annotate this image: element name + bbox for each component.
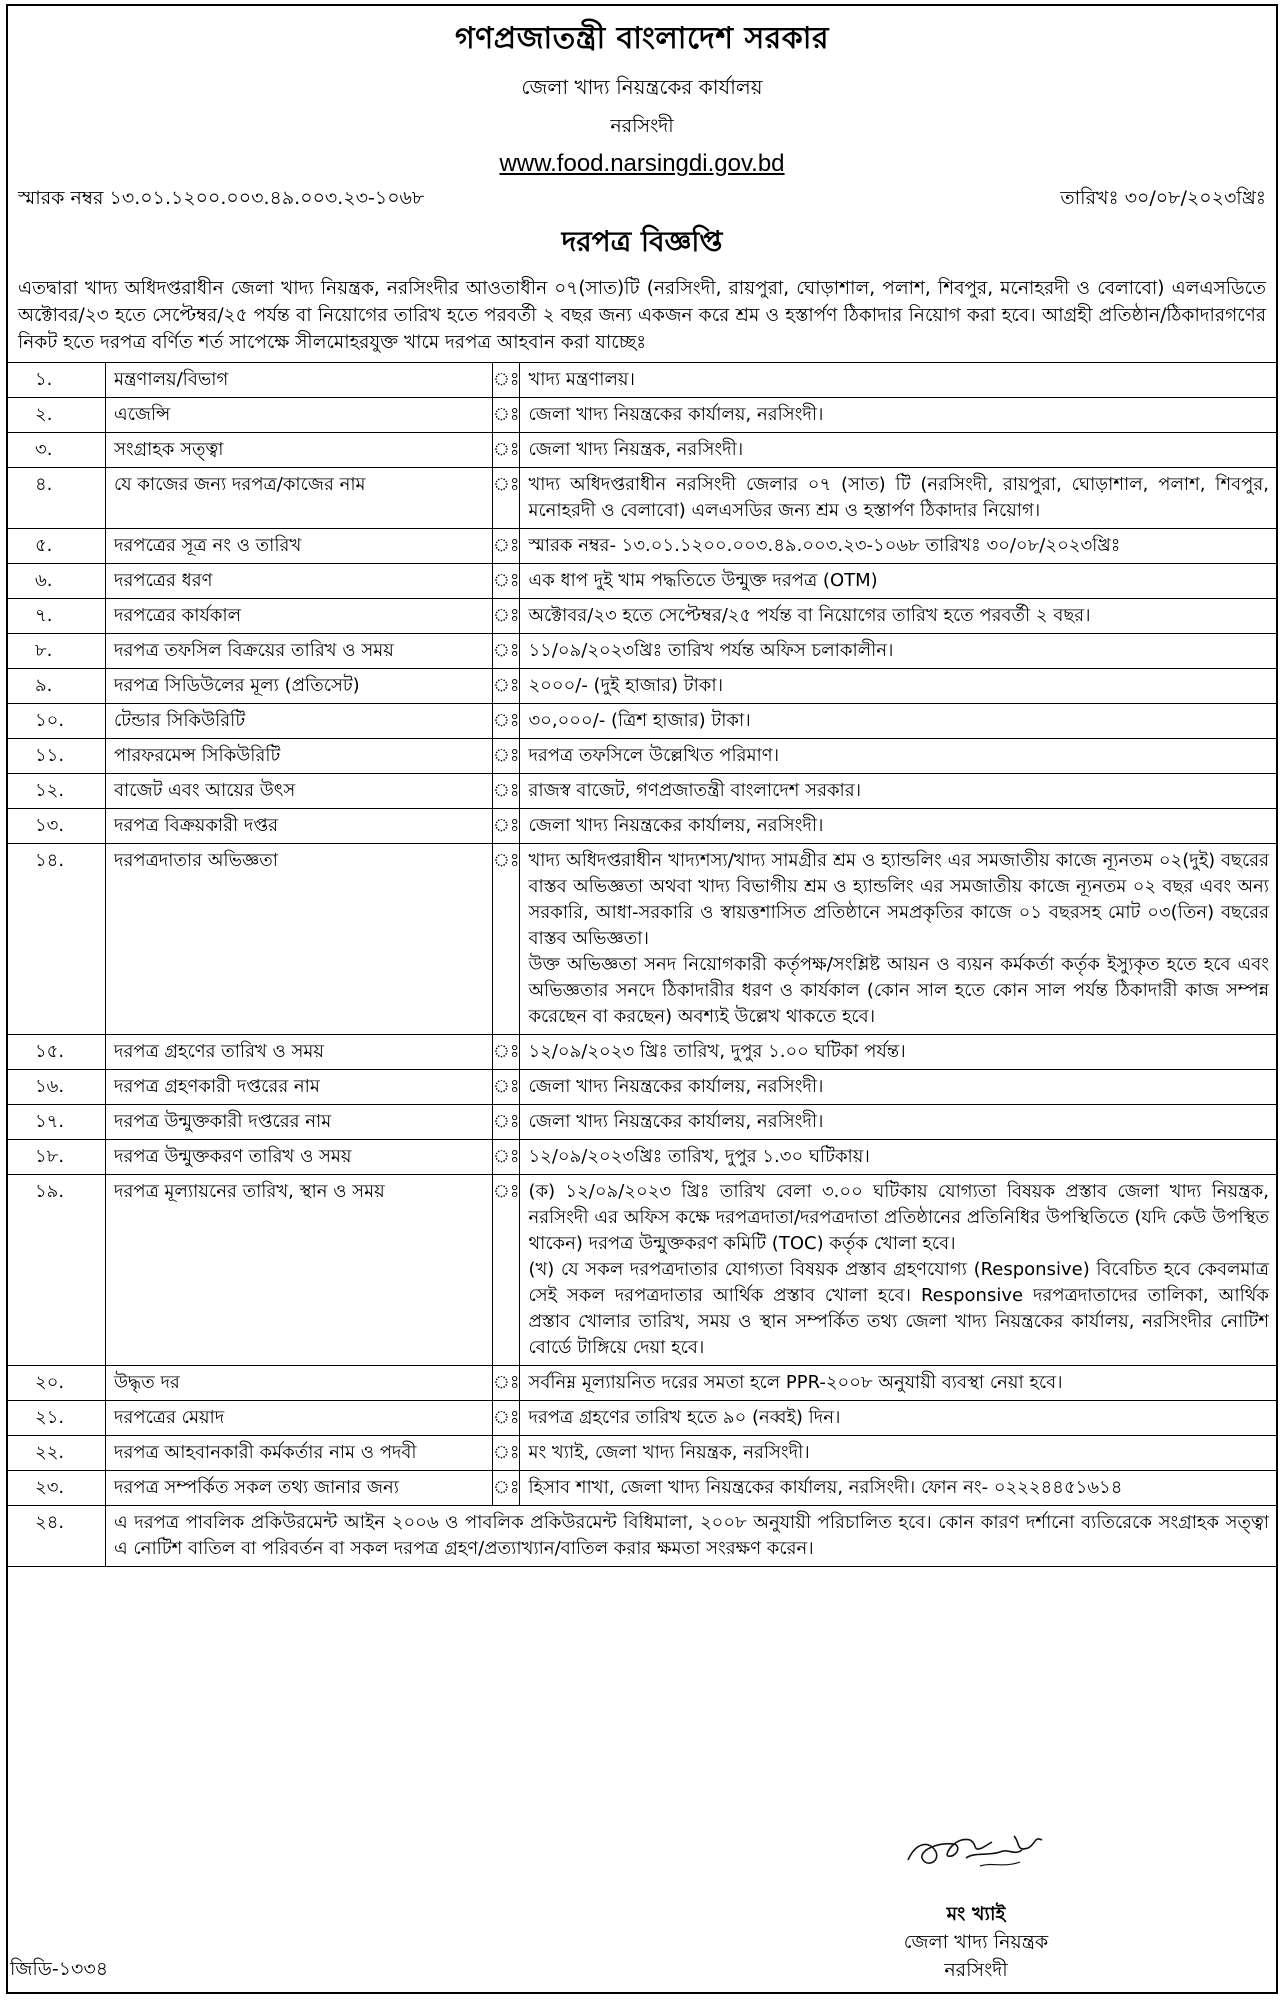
table-row: [7, 1105, 1278, 1140]
row-colon: ঃ: [493, 1436, 520, 1471]
table-row: [7, 844, 1278, 1035]
row-value-text: ৩০,০০০/- (ত্রিশ হাজার) টাকা।: [528, 710, 751, 731]
row-number: ৬.: [7, 564, 106, 599]
row-label: দরপত্র উন্মুক্তকরণ তারিখ ও সময়: [106, 1140, 493, 1175]
row-label: দরপত্র গ্রহণের তারিখ ও সময়: [106, 1035, 493, 1070]
table-row: [7, 704, 1278, 739]
row-colon: ঃ: [493, 433, 520, 468]
row-value-text: জেলা খাদ্য নিয়ন্ত্রকের কার্যালয়, নরসিংদী।: [528, 1111, 824, 1132]
row-label: পারফরমেন্স সিকিউরিটি: [106, 739, 493, 774]
table-row: [7, 529, 1278, 564]
row-label: এজেন্সি: [106, 398, 493, 433]
row-label: দরপত্রের সূত্র নং ও তারিখ: [106, 529, 493, 564]
row-number: ১.: [7, 363, 106, 398]
office-name: জেলা খাদ্য নিয়ন্ত্রকের কার্যালয়: [521, 75, 763, 99]
row-value-text: খাদ্য অধিদপ্তরাধীন খাদ্যশস্য/খাদ্য সামগ্রীর শ্রম ও হ্যান্ডলিং এর সমজাতীয় কাজে ন্যূনতম ০২(দুই) বছরের বাস্তব অভিজ্ঞতা অথবা খাদ্য বিভাগীয় শ্রম ও হ্যান্ডলিং এর সমজাতীয় কাজে ন্যূনতম ০২ বছর এবং অন্য সরকারি, আধা-সরকারি ও স্বায়ত্তশাসিত প্রতিষ্ঠানে সমপ্রকৃতির কাজে ০১ বছরসহ মোট ০৩(তিন) বছরের বাস্তব অভিজ্ঞতা।: [528, 850, 1269, 949]
row-number: ২.: [7, 398, 106, 433]
table-row: [7, 1471, 1278, 1506]
reference-line: [18, 184, 1266, 214]
government-title: গণপ্রজাতন্ত্রী বাংলাদেশ সরকার: [455, 21, 829, 56]
row-value: [520, 739, 1278, 774]
row-colon: ঃ: [493, 363, 520, 398]
row-value: [520, 529, 1278, 564]
row-number: ১২.: [7, 774, 106, 809]
row-value: [520, 363, 1278, 398]
row-colon: ঃ: [493, 1105, 520, 1140]
row-label: টেন্ডার সিকিউরিটি: [106, 704, 493, 739]
table-row: [7, 1175, 1278, 1366]
row-number: ১৭.: [7, 1105, 106, 1140]
signature-designation: জেলা খাদ্য নিয়ন্ত্রক: [903, 1931, 1049, 1953]
row-colon: ঃ: [493, 669, 520, 704]
row-value-text: ২০০০/- (দুই হাজার) টাকা।: [528, 675, 724, 696]
memo-date: তারিখঃ ৩০/০৮/২০২৩খ্রিঃ: [1060, 187, 1266, 209]
district-name: নরসিংদী: [610, 115, 674, 137]
row-colon: ঃ: [493, 704, 520, 739]
row-value: [520, 1401, 1278, 1436]
row-label: যে কাজের জন্য দরপত্র/কাজের নাম: [106, 468, 493, 529]
row-colon: ঃ: [493, 1175, 520, 1366]
row-colon: ঃ: [493, 1035, 520, 1070]
row-colon: ঃ: [493, 398, 520, 433]
row-number: ২৪.: [7, 1506, 106, 1567]
row-value-text-2: উক্ত অভিজ্ঞতা সনদ নিয়োগকারী কর্তৃপক্ষ/সংশ্লিষ্ট আয়ন ও ব্যয়ন কর্মকর্তা কর্তৃক ইস্যুকৃত হতে হবে এবং অভিজ্ঞতার সনদে ঠিকাদারীর ধরণ ও কার্যকাল (কোন সাল হতে কোন সাল পর্যন্ত ঠিকাদারী কাজ সম্পন্ন করেছেন বা করছেন) অবশ্যই উল্লেখ থাকতে হবে।: [528, 954, 1269, 1027]
row-value: [520, 599, 1278, 634]
row-number: ২২.: [7, 1436, 106, 1471]
header: [8, 14, 1276, 178]
row-value-text: দরপত্র তফসিলে উল্লেখিত পরিমাণ।: [528, 745, 780, 766]
row-number: ৪.: [7, 468, 106, 529]
row-value: [520, 1436, 1278, 1471]
row-number: ২১.: [7, 1401, 106, 1436]
row-number: ৫.: [7, 529, 106, 564]
row-value: [520, 1366, 1278, 1401]
row-value: [520, 704, 1278, 739]
row-value: [520, 1105, 1278, 1140]
row-colon: ঃ: [493, 1140, 520, 1175]
row-value: [520, 634, 1278, 669]
table-row: [7, 1140, 1278, 1175]
row-label: দরপত্র আহবানকারী কর্মকর্তার নাম ও পদবী: [106, 1436, 493, 1471]
row-colon: ঃ: [493, 809, 520, 844]
table-row: [7, 468, 1278, 529]
table-row: [7, 564, 1278, 599]
row-value: [520, 468, 1278, 529]
signature-district: নরসিংদী: [944, 1959, 1008, 1981]
row-value-text: জেলা খাদ্য নিয়ন্ত্রকের কার্যালয়, নরসিংদী।: [528, 404, 824, 425]
table-row: [7, 669, 1278, 704]
row-label: বাজেট এবং আয়ের উৎস: [106, 774, 493, 809]
row-value-text: সর্বনিম্ন মূল্যায়নিত দরের সমতা হলে PPR-২০০৮ অনুযায়ী ব্যবস্থা নেয়া হবে।: [528, 1372, 1063, 1393]
table-row: [7, 1035, 1278, 1070]
table-row: [7, 1506, 1278, 1567]
row-colon: ঃ: [493, 599, 520, 634]
row-label: দরপত্র সিডিউলের মূল্য (প্রতিসেট): [106, 669, 493, 704]
notice-page: [6, 4, 1278, 1994]
website-link[interactable]: www.food.narsingdi.gov.bd: [499, 150, 785, 177]
row-value-text-2: (খ) যে সকল দরপত্রদাতার যোগ্যতা বিষয়ক প্রস্তাব গ্রহণযোগ্য (Responsive) বিবেচিত হবে কেবলমাত্র সেই সকল দরপত্রদাতার আর্থিক প্রস্তাব খোলা হবে। Responsive দরপত্রদাতাদের তালিকা, আর্থিক প্রস্তাব খোলার তারিখ, সময় ও স্থান সম্পর্কিত তথ্য জেলা খাদ্য নিয়ন্ত্রকের কার্যালয়, নরসিংদীর নোটিশ বোর্ডে টাঙ্গিয়ে দেয়া হবে।: [528, 1259, 1269, 1358]
row-colon: ঃ: [493, 1401, 520, 1436]
row-label: দরপত্র তফসিল বিক্রয়ের তারিখ ও সময়: [106, 634, 493, 669]
table-row: [7, 1436, 1278, 1471]
table-row: [7, 1401, 1278, 1436]
row-value-text: (ক) ১২/০৯/২০২৩ খ্রিঃ তারিখ বেলা ৩.০০ ঘটিকায় যোগ্যতা বিষয়ক প্রস্তাব জেলা খাদ্য নিয়ন্ত্রক, নরসিংদী এর অফিস কক্ষে দরপত্রদাতা/দরপত্রদাতা প্রতিষ্ঠানের প্রতিনিধির উপস্থিতিতে (যদি কেউ উপস্থিত থাকেন) দরপত্র উন্মুক্তকরণ কমিটি (TOC) কর্তৃক খোলা হবে।: [528, 1181, 1269, 1254]
row-label: উদ্ধৃত দর: [106, 1366, 493, 1401]
row-number: ৭.: [7, 599, 106, 634]
row-colon: ঃ: [493, 1366, 520, 1401]
row-value-text: মং খ্যাই, জেলা খাদ্য নিয়ন্ত্রক, নরসিংদী।: [528, 1442, 810, 1463]
row-value: [520, 669, 1278, 704]
row-value-text: অক্টোবর/২৩ হতে সেপ্টেম্বর/২৫ পর্যন্ত বা নিয়োগের তারিখ হতে পরবর্তী ২ বছর।: [528, 605, 1091, 626]
row-colon: ঃ: [493, 774, 520, 809]
row-number: ১৬.: [7, 1070, 106, 1105]
row-label: দরপত্র উন্মুক্তকারী দপ্তরের নাম: [106, 1105, 493, 1140]
row-label: মন্ত্রণালয়/বিভাগ: [106, 363, 493, 398]
row-value-text: ১১/০৯/২০২৩খ্রিঃ তারিখ পর্যন্ত অফিস চলাকালীন।: [528, 640, 894, 661]
row-colon: ঃ: [493, 634, 520, 669]
row-value-text: খাদ্য মন্ত্রণালয়।: [528, 369, 635, 390]
row-value: [520, 844, 1278, 1035]
row-colon: ঃ: [493, 1471, 520, 1506]
row-value: [520, 398, 1278, 433]
table-row: [7, 634, 1278, 669]
row-text: এ দরপত্র পাবলিক প্রকিউরমেন্ট আইন ২০০৬ ও পাবলিক প্রকিউরমেন্ট বিধিমালা, ২০০৮ অনুযায়ী পরিচালিত হবে। কোন কারণ দর্শানো ব্যতিরেকে সংগ্রাহক সত্ত্বা এ নোটিশ বাতিল বা পরিবর্তন বা সকল দরপত্র গ্রহণ/প্রত্যাখ্যান/বাতিল করার ক্ষমতা সংরক্ষণ করেন।: [106, 1506, 1278, 1567]
row-value: [520, 1035, 1278, 1070]
row-value-text: হিসাব শাখা, জেলা খাদ্য নিয়ন্ত্রকের কার্যালয়, নরসিংদী। ফোন নং- ০২২২৪৪৫১৬১৪: [528, 1477, 1123, 1498]
table-row: [7, 809, 1278, 844]
row-number: ১৮.: [7, 1140, 106, 1175]
row-colon: ঃ: [493, 564, 520, 599]
table-row: [7, 398, 1278, 433]
table-row: [7, 739, 1278, 774]
notice-title: দরপত্র বিজ্ঞপ্তি: [561, 225, 723, 258]
row-value: [520, 1140, 1278, 1175]
row-value-text: ১২/০৯/২০২৩ খ্রিঃ তারিখ, দুপুর ১.০০ ঘটিকা পর্যন্ত।: [528, 1041, 906, 1062]
row-number: ২০.: [7, 1366, 106, 1401]
row-number: ১৯.: [7, 1175, 106, 1366]
signature-image: [896, 1822, 1056, 1882]
row-value-text: জেলা খাদ্য নিয়ন্ত্রকের কার্যালয়, নরসিংদী।: [528, 815, 824, 836]
row-value: [520, 1070, 1278, 1105]
row-value: [520, 1175, 1278, 1366]
row-label: দরপত্র বিক্রয়কারী দপ্তর: [106, 809, 493, 844]
row-number: ৯.: [7, 669, 106, 704]
row-value-text: জেলা খাদ্য নিয়ন্ত্রক, নরসিংদী।: [528, 439, 744, 460]
tender-table: [6, 362, 1278, 1567]
row-value: [520, 1471, 1278, 1506]
row-label: সংগ্রাহক সত্ত্বা: [106, 433, 493, 468]
row-label: দরপত্রের ধরণ: [106, 564, 493, 599]
table-row: [7, 774, 1278, 809]
row-value-text: দরপত্র গ্রহণের তারিখ হতে ৯০ (নব্বই) দিন।: [528, 1407, 841, 1428]
row-number: ১১.: [7, 739, 106, 774]
row-value-text: এক ধাপ দুই খাম পদ্ধতিতে উন্মুক্ত দরপত্র (OTM): [528, 570, 878, 591]
row-value: [520, 564, 1278, 599]
row-value: [520, 774, 1278, 809]
gd-number: জিডি-১৩৩৪: [10, 1958, 109, 1980]
table-row: [7, 1070, 1278, 1105]
row-label: দরপত্র গ্রহণকারী দপ্তরের নাম: [106, 1070, 493, 1105]
table-row: [7, 433, 1278, 468]
row-number: ৩.: [7, 433, 106, 468]
row-value-text: জেলা খাদ্য নিয়ন্ত্রকের কার্যালয়, নরসিংদী।: [528, 1076, 824, 1097]
row-number: ১০.: [7, 704, 106, 739]
row-colon: ঃ: [493, 1070, 520, 1105]
row-label: দরপত্রের কার্যকাল: [106, 599, 493, 634]
row-colon: ঃ: [493, 529, 520, 564]
row-label: দরপত্র মূল্যায়নের তারিখ, স্থান ও সময়: [106, 1175, 493, 1366]
table-row: [7, 363, 1278, 398]
row-number: ১৪.: [7, 844, 106, 1035]
row-value: [520, 809, 1278, 844]
row-label: দরপত্রের মেয়াদ: [106, 1401, 493, 1436]
row-label: দরপত্র সম্পর্কিত সকল তথ্য জানার জন্য: [106, 1471, 493, 1506]
row-value-text: স্মারক নম্বর- ১৩.০১.১২০০.০০৩.৪৯.০০৩.২৩-১০৬৮ তারিখঃ ৩০/০৮/২০২৩খ্রিঃ: [528, 535, 1121, 556]
table-row: [7, 1366, 1278, 1401]
row-number: ১৫.: [7, 1035, 106, 1070]
row-value-text: রাজস্ব বাজেট, গণপ্রজাতন্ত্রী বাংলাদেশ সরকার।: [528, 780, 862, 801]
row-colon: ঃ: [493, 844, 520, 1035]
signature-name: মং খ্যাই: [946, 1903, 1006, 1925]
row-number: ৮.: [7, 634, 106, 669]
row-number: ১৩.: [7, 809, 106, 844]
row-value-text: খাদ্য অধিদপ্তরাধীন নরসিংদী জেলার ০৭ (সাত) টি (নরসিংদী, রায়পুরা, ঘোড়াশাল, পলাশ, শিবপুর, মনোহরদী ও বেলাবো) এলএসডির জন্য শ্রম ও হস্তার্পণ ঠিকাদার নিয়োগ।: [528, 474, 1269, 521]
row-colon: ঃ: [493, 739, 520, 774]
row-value-text: ১২/০৯/২০২৩খ্রিঃ তারিখ, দুপুর ১.৩০ ঘটিকায়।: [528, 1146, 870, 1167]
memo-number: স্মারক নম্বর ১৩.০১.১২০০.০০৩.৪৯.০০৩.২৩-১০৬৮: [18, 187, 425, 209]
intro-paragraph: এতদ্বারা খাদ্য অধিদপ্তরাধীন জেলা খাদ্য নিয়ন্ত্রক, নরসিংদীর আওতাধীন ০৭(সাত)টি (নরসিংদী, রায়পুরা, ঘোড়াশাল, পলাশ, শিবপুর, মনোহরদী ও বেলাবো) এলএসডিতে অক্টোবর/২৩ হতে সেপ্টেম্বর/২৫ পর্যন্ত বা নিয়োগের তারিখ হতে পরবর্তী ২ বছর জন্য একজন করে শ্রম ও হস্তার্পণ ঠিকাদার নিয়োগ করা হবে। আগ্রহী প্রতিষ্ঠান/ঠিকাদারগণের নিকট হতে দরপত্র বর্ণিত শর্ত সাপেক্ষে সীলমোহরযুক্ত খামে দরপত্র আহবান করা যাচ্ছেঃ: [18, 278, 1266, 353]
row-colon: ঃ: [493, 468, 520, 529]
row-number: ২৩.: [7, 1471, 106, 1506]
table-row: [7, 599, 1278, 634]
row-value: [520, 433, 1278, 468]
row-label: দরপত্রদাতার অভিজ্ঞতা: [106, 844, 493, 1035]
